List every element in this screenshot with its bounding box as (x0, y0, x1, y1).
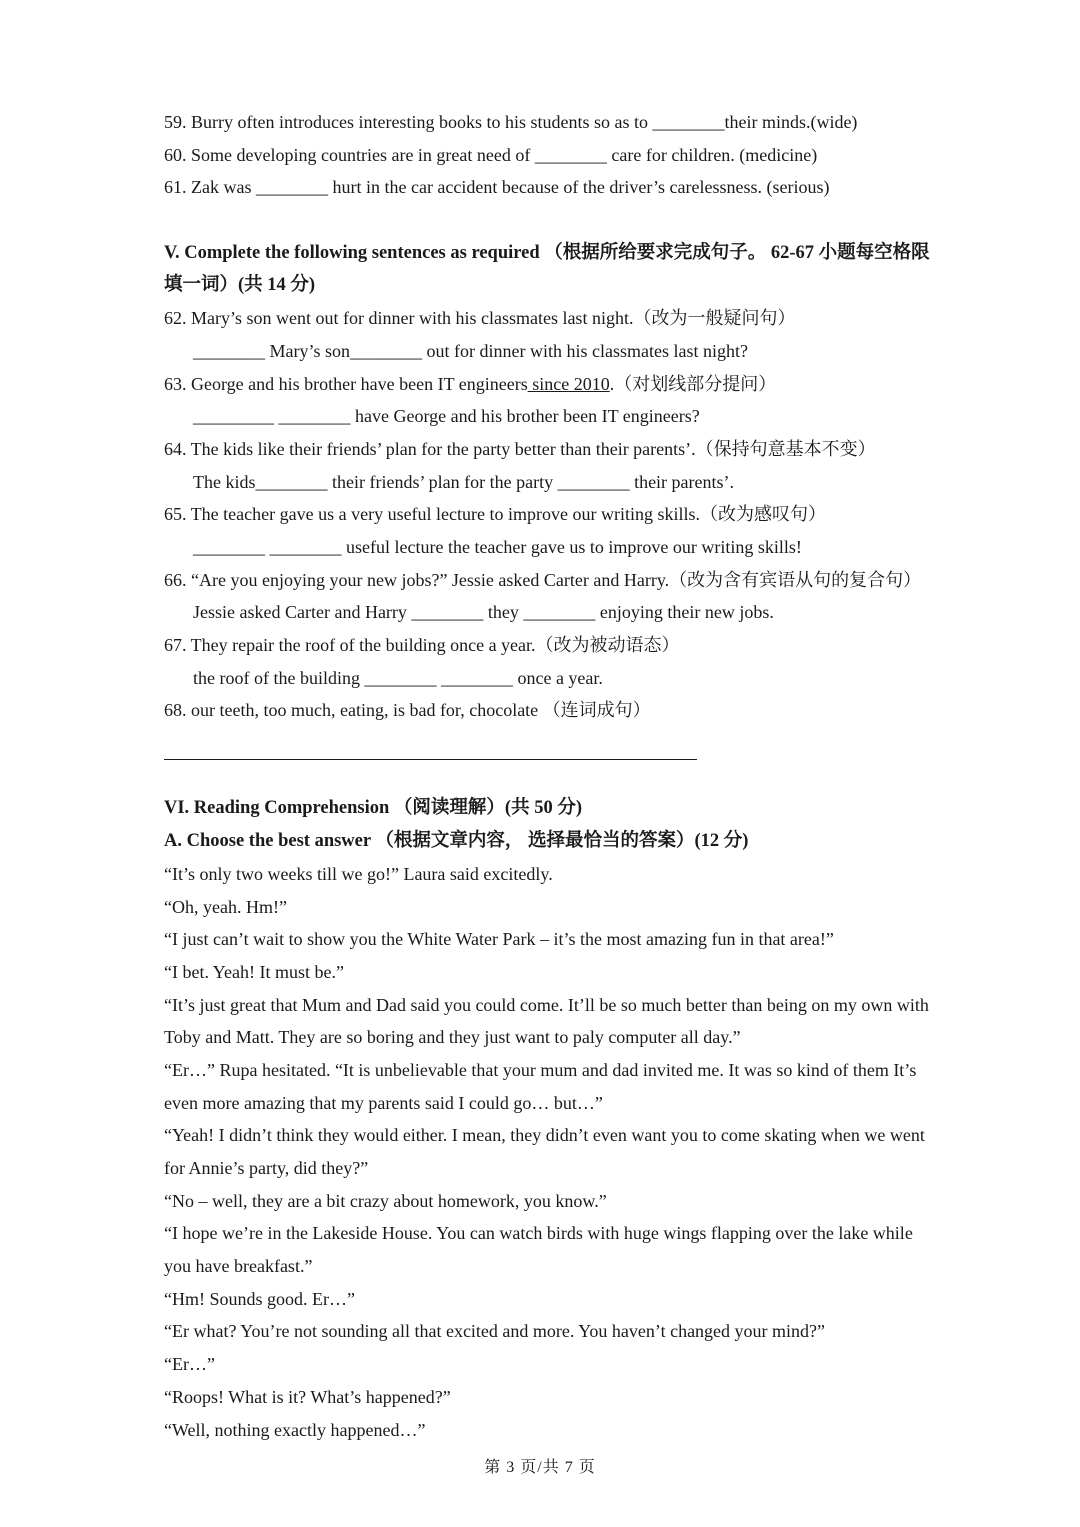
passage-line: “I bet. Yeah! It must be.” (164, 961, 344, 982)
passage-line: you have breakfast.” (164, 1256, 313, 1277)
question-59: 59. Burry often introduces interesting books to his students so as to ________their minds.(wide) (164, 112, 858, 132)
question-63-post: .（对划线部分提问） (609, 373, 777, 394)
part-a-heading: A. Choose the best answer （根据文章内容， 选择最恰当的答案）(12 分) (164, 831, 749, 852)
spacer (164, 204, 984, 237)
answer-65: ________ ________ useful lecture the teacher gave us to improve our writing skills! (193, 536, 802, 557)
question-67: 67. They repair the roof of the building once a year.（改为被动语态） (164, 635, 680, 655)
answer-68 (164, 727, 984, 760)
passage-line: Toby and Matt. They are so boring and they just want to paly computer all day.” (164, 1027, 741, 1048)
section-v-heading: V. Complete the following sentences as required （根据所给要求完成句子。 62-67 小题每空格限 (164, 242, 930, 263)
passage-line: “Er what? You’re not sounding all that excited and more. You haven’t changed your mind?” (164, 1321, 826, 1342)
answer-63: _________ ________ have George and his brother been IT engineers? (193, 406, 700, 427)
question-65: 65. The teacher gave us a very useful lecture to improve our writing skills.（改为感叹句） (164, 504, 827, 525)
question-61: 61. Zak was ________ hurt in the car accident because of the driver’s carelessness. (serious) (164, 177, 830, 198)
answer-62: ________ Mary’s son________ out for dinner with his classmates last night? (193, 340, 748, 361)
passage-line: “Hm! Sounds good. Er…” (164, 1288, 355, 1309)
passage-line: “Roops! What is it? What’s happened?” (164, 1386, 451, 1407)
passage-line: even more amazing that my parents said I could go… but…” (164, 1092, 603, 1113)
passage-line: “No – well, they are a bit crazy about homework, you know.” (164, 1190, 607, 1211)
passage-line: “I hope we’re in the Lakeside House. You can watch birds with huge wings flapping over the lake while (164, 1223, 913, 1244)
spacer (164, 760, 984, 793)
question-63-pre: 63. George and his brother have been IT engineers (164, 373, 528, 394)
section-vi-heading: VI. Reading Comprehension （阅读理解）(共 50 分) (164, 798, 582, 819)
passage-line: “I just can’t wait to show you the White Water Park – it’s the most amazing fun in that area!” (164, 929, 834, 950)
question-60: 60. Some developing countries are in great need of ________ care for children. (medicine) (164, 144, 818, 165)
question-63 (164, 368, 984, 401)
passage-line: “It’s just great that Mum and Dad said you could come. It’ll be so much better than being on my own with (164, 994, 929, 1015)
passage-line: “Oh, yeah. Hm!” (164, 896, 287, 917)
passage-line: “Well, nothing exactly happened…” (164, 1419, 426, 1440)
answer-67: the roof of the building ________ ________ once a year. (193, 667, 603, 688)
passage-line: for Annie’s party, did they?” (164, 1158, 369, 1178)
question-62: 62. Mary’s son went out for dinner with his classmates last night.（改为一般疑问句） (164, 308, 796, 329)
question-63-underlined: since 2010 (527, 373, 610, 394)
passage-line: “Er…” Rupa hesitated. “It is unbelievable that your mum and dad invited me. It was so kind of them It’s (164, 1059, 917, 1080)
answer-66: Jessie asked Carter and Harry ________ they ________ enjoying their new jobs. (193, 602, 774, 623)
exam-page (164, 106, 984, 1446)
passage-line: “Er…” (164, 1354, 215, 1375)
question-66: 66. “Are you enjoying your new jobs?” Jessie asked Carter and Harry.（改为含有宾语从句的复合句） (164, 569, 922, 590)
answer-68-blank (164, 739, 697, 760)
section-v-heading-cont: 填一词）(共 14 分) (164, 275, 316, 296)
passage-line: “It’s only two weeks till we go!” Laura said excitedly. (164, 863, 553, 884)
answer-64: The kids________ their friends’ plan for the party ________ their parents’. (193, 471, 735, 492)
page-number: 第 3 页/共 7 页 (484, 1459, 596, 1476)
question-64: 64. The kids like their friends’ plan for the party better than their parents’.（保持句意基本不变） (164, 438, 876, 459)
question-68: 68. our teeth, too much, eating, is bad for, chocolate （连词成句） (164, 700, 651, 721)
passage-line: “Yeah! I didn’t think they would either. I mean, they didn’t even want you to come skating when we went (164, 1125, 925, 1146)
